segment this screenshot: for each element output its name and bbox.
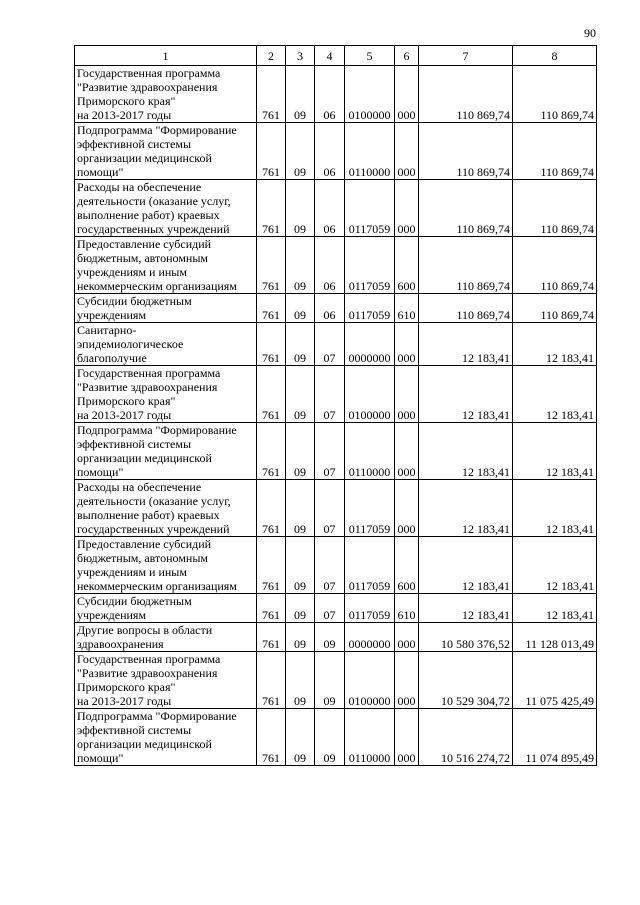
code-4-cell: 06 (315, 123, 345, 180)
amount-8-cell: 110 869,74 (513, 180, 597, 237)
code-5-cell: 0100000 (345, 66, 395, 123)
code-3-cell: 09 (286, 594, 315, 623)
row-name-line: выполнение работ) краевых (77, 208, 220, 222)
code-4-cell: 07 (315, 537, 345, 594)
code-5-cell: 0117059 (345, 594, 395, 623)
code-2-cell: 761 (257, 537, 286, 594)
row-name-line: Расходы на обеспечение (77, 480, 202, 494)
code-2-cell: 761 (257, 123, 286, 180)
code-4-cell: 07 (315, 366, 345, 423)
row-name-cell (75, 180, 257, 237)
row-name-cell (75, 123, 257, 180)
amount-8-cell: 12 183,41 (513, 366, 597, 423)
amount-7-cell: 12 183,41 (419, 366, 513, 423)
code-2-cell: 761 (257, 66, 286, 123)
row-name-line: Подпрограмма "Формирование (77, 123, 237, 137)
table-row (75, 323, 597, 366)
row-name-line: Подпрограмма "Формирование (77, 709, 237, 723)
code-2-cell: 761 (257, 423, 286, 480)
row-name-cell (75, 237, 257, 294)
code-2-cell: 761 (257, 366, 286, 423)
table-row (75, 294, 597, 323)
code-3-cell: 09 (286, 652, 315, 709)
amount-7-cell: 10 529 304,72 (419, 652, 513, 709)
amount-8-cell: 12 183,41 (513, 537, 597, 594)
row-name-cell (75, 323, 257, 366)
row-name-line: на 2013-2017 годы (77, 694, 172, 708)
header-cell: 8 (513, 46, 597, 66)
code-3-cell: 09 (286, 480, 315, 537)
row-name-line: организации медицинской (77, 151, 212, 165)
row-name-line: помощи" (77, 751, 124, 765)
amount-8-cell: 110 869,74 (513, 294, 597, 323)
code-4-cell: 07 (315, 423, 345, 480)
row-name-line: Другие вопросы в области (77, 623, 213, 637)
code-6-cell: 000 (395, 480, 419, 537)
table-row (75, 537, 597, 594)
row-name-cell (75, 594, 257, 623)
row-name-line: на 2013-2017 годы (77, 108, 172, 122)
row-name-line: Приморского края" (77, 394, 176, 408)
amount-7-cell: 12 183,41 (419, 537, 513, 594)
code-4-cell: 07 (315, 323, 345, 366)
code-5-cell: 0110000 (345, 709, 395, 766)
code-6-cell: 000 (395, 623, 419, 652)
row-name-cell (75, 423, 257, 480)
table-row (75, 366, 597, 423)
code-5-cell: 0000000 (345, 623, 395, 652)
amount-8-cell: 12 183,41 (513, 323, 597, 366)
header-cell: 3 (286, 46, 315, 66)
row-name-line: Субсидии бюджетным (77, 294, 192, 308)
code-5-cell: 0117059 (345, 180, 395, 237)
code-5-cell: 0100000 (345, 652, 395, 709)
row-name-line: государственных учреждений (77, 222, 230, 236)
amount-7-cell: 12 183,41 (419, 323, 513, 366)
header-cell: 1 (75, 46, 257, 66)
code-6-cell: 600 (395, 237, 419, 294)
row-name-cell (75, 652, 257, 709)
row-name-line: некоммерческим организациям (77, 279, 237, 293)
code-2-cell: 761 (257, 480, 286, 537)
row-name-cell (75, 480, 257, 537)
code-4-cell: 07 (315, 594, 345, 623)
row-name-line: Приморского края" (77, 680, 176, 694)
header-cell: 4 (315, 46, 345, 66)
code-2-cell: 761 (257, 180, 286, 237)
amount-7-cell: 110 869,74 (419, 294, 513, 323)
code-5-cell: 0117059 (345, 237, 395, 294)
budget-table (74, 45, 597, 766)
code-4-cell: 06 (315, 66, 345, 123)
amount-7-cell: 110 869,74 (419, 66, 513, 123)
code-6-cell: 610 (395, 594, 419, 623)
row-name-line: учреждениям и иным (77, 265, 187, 279)
amount-7-cell: 12 183,41 (419, 423, 513, 480)
code-5-cell: 0110000 (345, 423, 395, 480)
row-name-line: эпидемиологическое (77, 337, 184, 351)
code-3-cell: 09 (286, 123, 315, 180)
code-3-cell: 09 (286, 180, 315, 237)
row-name-line: "Развитие здравоохранения (77, 666, 218, 680)
code-6-cell: 000 (395, 123, 419, 180)
code-6-cell: 000 (395, 423, 419, 480)
row-name-line: некоммерческим организациям (77, 579, 237, 593)
code-4-cell: 07 (315, 480, 345, 537)
amount-8-cell: 110 869,74 (513, 123, 597, 180)
amount-8-cell: 110 869,74 (513, 237, 597, 294)
code-3-cell: 09 (286, 66, 315, 123)
code-3-cell: 09 (286, 366, 315, 423)
code-5-cell: 0117059 (345, 537, 395, 594)
row-name-line: эффективной системы (77, 137, 192, 151)
code-5-cell: 0100000 (345, 366, 395, 423)
row-name-line: организации медицинской (77, 451, 212, 465)
code-4-cell: 09 (315, 652, 345, 709)
code-6-cell: 000 (395, 66, 419, 123)
row-name-cell (75, 709, 257, 766)
amount-7-cell: 12 183,41 (419, 594, 513, 623)
table-row (75, 237, 597, 294)
code-3-cell: 09 (286, 623, 315, 652)
code-2-cell: 761 (257, 652, 286, 709)
row-name-line: Приморского края" (77, 94, 176, 108)
table-row (75, 123, 597, 180)
header-cell: 6 (395, 46, 419, 66)
row-name-cell (75, 66, 257, 123)
code-3-cell: 09 (286, 323, 315, 366)
header-cell: 5 (345, 46, 395, 66)
page-number: 90 (584, 26, 596, 40)
row-name-line: деятельности (оказание услуг, (77, 194, 231, 208)
row-name-line: помощи" (77, 165, 124, 179)
row-name-line: Санитарно- (77, 323, 137, 337)
code-2-cell: 761 (257, 237, 286, 294)
row-name-line: "Развитие здравоохранения (77, 380, 218, 394)
code-4-cell: 09 (315, 709, 345, 766)
amount-8-cell: 12 183,41 (513, 480, 597, 537)
code-2-cell: 761 (257, 594, 286, 623)
amount-8-cell: 12 183,41 (513, 594, 597, 623)
code-2-cell: 761 (257, 709, 286, 766)
row-name-line: эффективной системы (77, 723, 192, 737)
row-name-line: Государственная программа (77, 66, 221, 80)
row-name-line: на 2013-2017 годы (77, 408, 172, 422)
code-5-cell: 0117059 (345, 480, 395, 537)
row-name-cell (75, 623, 257, 652)
row-name-line: здравоохранения (77, 637, 164, 651)
table-row (75, 423, 597, 480)
row-name-line: Предоставление субсидий (77, 237, 212, 251)
row-name-line: бюджетным, автономным (77, 251, 208, 265)
code-6-cell: 610 (395, 294, 419, 323)
row-name-line: деятельности (оказание услуг, (77, 494, 231, 508)
table-row (75, 180, 597, 237)
row-name-line: Субсидии бюджетным (77, 594, 192, 608)
row-name-line: Государственная программа (77, 652, 221, 666)
header-cell: 7 (419, 46, 513, 66)
row-name-cell (75, 366, 257, 423)
code-4-cell: 09 (315, 623, 345, 652)
row-name-line: Предоставление субсидий (77, 537, 212, 551)
code-4-cell: 06 (315, 237, 345, 294)
table-row (75, 623, 597, 652)
code-3-cell: 09 (286, 709, 315, 766)
amount-7-cell: 12 183,41 (419, 480, 513, 537)
amount-8-cell: 11 128 013,49 (513, 623, 597, 652)
row-name-line: учреждениям (77, 308, 147, 322)
amount-8-cell: 12 183,41 (513, 423, 597, 480)
table-row (75, 480, 597, 537)
code-4-cell: 06 (315, 294, 345, 323)
code-6-cell: 000 (395, 709, 419, 766)
row-name-line: организации медицинской (77, 737, 212, 751)
code-6-cell: 600 (395, 537, 419, 594)
row-name-line: учреждениям (77, 608, 147, 622)
amount-7-cell: 110 869,74 (419, 123, 513, 180)
code-6-cell: 000 (395, 180, 419, 237)
code-6-cell: 000 (395, 323, 419, 366)
amount-7-cell: 10 580 376,52 (419, 623, 513, 652)
row-name-line: Расходы на обеспечение (77, 180, 202, 194)
amount-7-cell: 110 869,74 (419, 237, 513, 294)
code-3-cell: 09 (286, 423, 315, 480)
code-2-cell: 761 (257, 323, 286, 366)
row-name-cell (75, 537, 257, 594)
table-row (75, 709, 597, 766)
code-4-cell: 06 (315, 180, 345, 237)
amount-8-cell: 11 074 895,49 (513, 709, 597, 766)
code-3-cell: 09 (286, 294, 315, 323)
amount-8-cell: 11 075 425,49 (513, 652, 597, 709)
row-name-line: выполнение работ) краевых (77, 508, 220, 522)
code-5-cell: 0000000 (345, 323, 395, 366)
code-2-cell: 761 (257, 294, 286, 323)
row-name-line: благополучие (77, 351, 147, 365)
code-3-cell: 09 (286, 537, 315, 594)
row-name-line: бюджетным, автономным (77, 551, 208, 565)
row-name-cell (75, 294, 257, 323)
code-6-cell: 000 (395, 366, 419, 423)
code-5-cell: 0110000 (345, 123, 395, 180)
header-row (75, 46, 597, 66)
amount-8-cell: 110 869,74 (513, 66, 597, 123)
row-name-line: "Развитие здравоохранения (77, 80, 218, 94)
table-row (75, 594, 597, 623)
row-name-line: Подпрограмма "Формирование (77, 423, 237, 437)
table-row (75, 66, 597, 123)
row-name-line: эффективной системы (77, 437, 192, 451)
row-name-line: учреждениям и иным (77, 565, 187, 579)
code-2-cell: 761 (257, 623, 286, 652)
table-row (75, 652, 597, 709)
code-6-cell: 000 (395, 652, 419, 709)
amount-7-cell: 110 869,74 (419, 180, 513, 237)
code-5-cell: 0117059 (345, 294, 395, 323)
code-3-cell: 09 (286, 237, 315, 294)
header-cell: 2 (257, 46, 286, 66)
row-name-line: Государственная программа (77, 366, 221, 380)
amount-7-cell: 10 516 274,72 (419, 709, 513, 766)
row-name-line: государственных учреждений (77, 522, 230, 536)
row-name-line: помощи" (77, 465, 124, 479)
